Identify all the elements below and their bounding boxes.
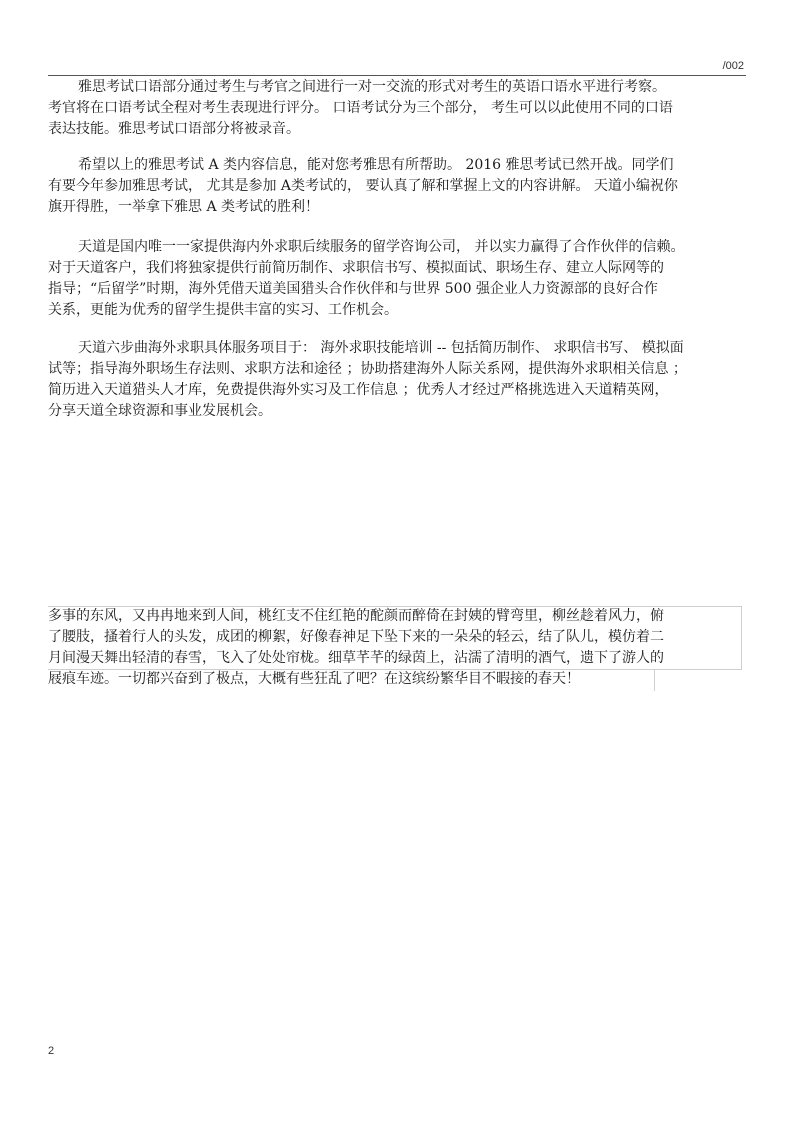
footer-page-number: 2: [48, 1045, 55, 1057]
poem-line: 月间漫天舞出轻清的春雪，飞入了处处帘栊。细草芊芊的绿茵上，沾濡了清明的酒气，遗下了游人的: [48, 650, 664, 666]
poem-line: 屐痕车迹。一切都兴奋到了极点，大概有些狂乱了吧？在这缤纷繁华目不暇接的春天！: [48, 671, 580, 687]
paragraph-line: 考官将在口语考试全程对考生表现进行评分。 口语考试分为三个部分， 考生可以以此使用不同的口语: [48, 100, 673, 116]
poem-line: 了腰肢，搔着行人的头发，成团的柳絮，好像春神足下坠下来的一朵朵的轻云，结了队儿，模仿着二: [48, 629, 664, 645]
paragraph-ielts-wishes: [48, 155, 746, 218]
paragraph-line: 天道是国内唯一一家提供海内外求职后续服务的留学咨询公司， 并以实力赢得了合作伙伴的信赖。: [78, 239, 685, 255]
paragraph-tiandao-services: [48, 338, 746, 422]
paragraph-line: 分享天道全球资源和事业发展机会。: [48, 403, 272, 419]
paragraph-line: 天道六步曲海外求职具体服务项目于： 海外求职技能培训 -- 包括简历制作、 求职信书写、 模拟面: [78, 340, 684, 356]
paragraph-line: 指导；“后留学”时期，海外凭借天道美国猎头合作伙伴和与世界 500 强企业人力资源部的良好合作: [48, 281, 658, 297]
paragraph-line: 表达技能。雅思考试口语部分将被录音。: [48, 121, 300, 137]
paragraph-line: 对于天道客户，我们将独家提供行前简历制作、求职信书写、模拟面试、职场生存、建立人际网等的: [48, 260, 664, 276]
paragraph-line: 关系，更能为优秀的留学生提供丰富的实习、工作机会。: [48, 302, 398, 318]
paragraph-line: 希望以上的雅思考试 A 类内容信息，能对您考雅思有所帮助。 2016 雅思考试已然开战。同学们: [78, 157, 674, 173]
paragraph-line: 旗开得胜，一举拿下雅思 A 类考试的胜利！: [48, 199, 320, 215]
paragraph-tiandao-intro: [48, 237, 746, 321]
header-divider: [48, 75, 746, 76]
paragraph-ielts-speaking: [48, 77, 746, 140]
paragraph-line: 简历进入天道猎头人才库，免费提供海外实习及工作信息 ；优秀人才经过严格挑选进入天道精英网，: [48, 382, 669, 398]
poem-paragraph: [48, 606, 728, 690]
paragraph-line: 雅思考试口语部分通过考生与考官之间进行一对一交流的形式对考生的英语口语水平进行考察。: [78, 79, 666, 95]
paragraph-line: 有要今年参加雅思考试， 尤其是参加 A类考试的， 要认真了解和掌握上文的内容讲解。 天道小编祝你: [48, 178, 678, 194]
header-page-label: /002: [722, 60, 744, 72]
paragraph-line: 试等；指导海外职场生存法则、求职方法和途径 ；协助搭建海外人际关系网，提供海外求职相关信息 ；: [48, 361, 687, 377]
poem-line: 多事的东风，又冉冉地来到人间，桃红支不住红艳的酡颜而醉倚在封姨的臂弯里，柳丝趁着风力，俯: [48, 608, 664, 624]
